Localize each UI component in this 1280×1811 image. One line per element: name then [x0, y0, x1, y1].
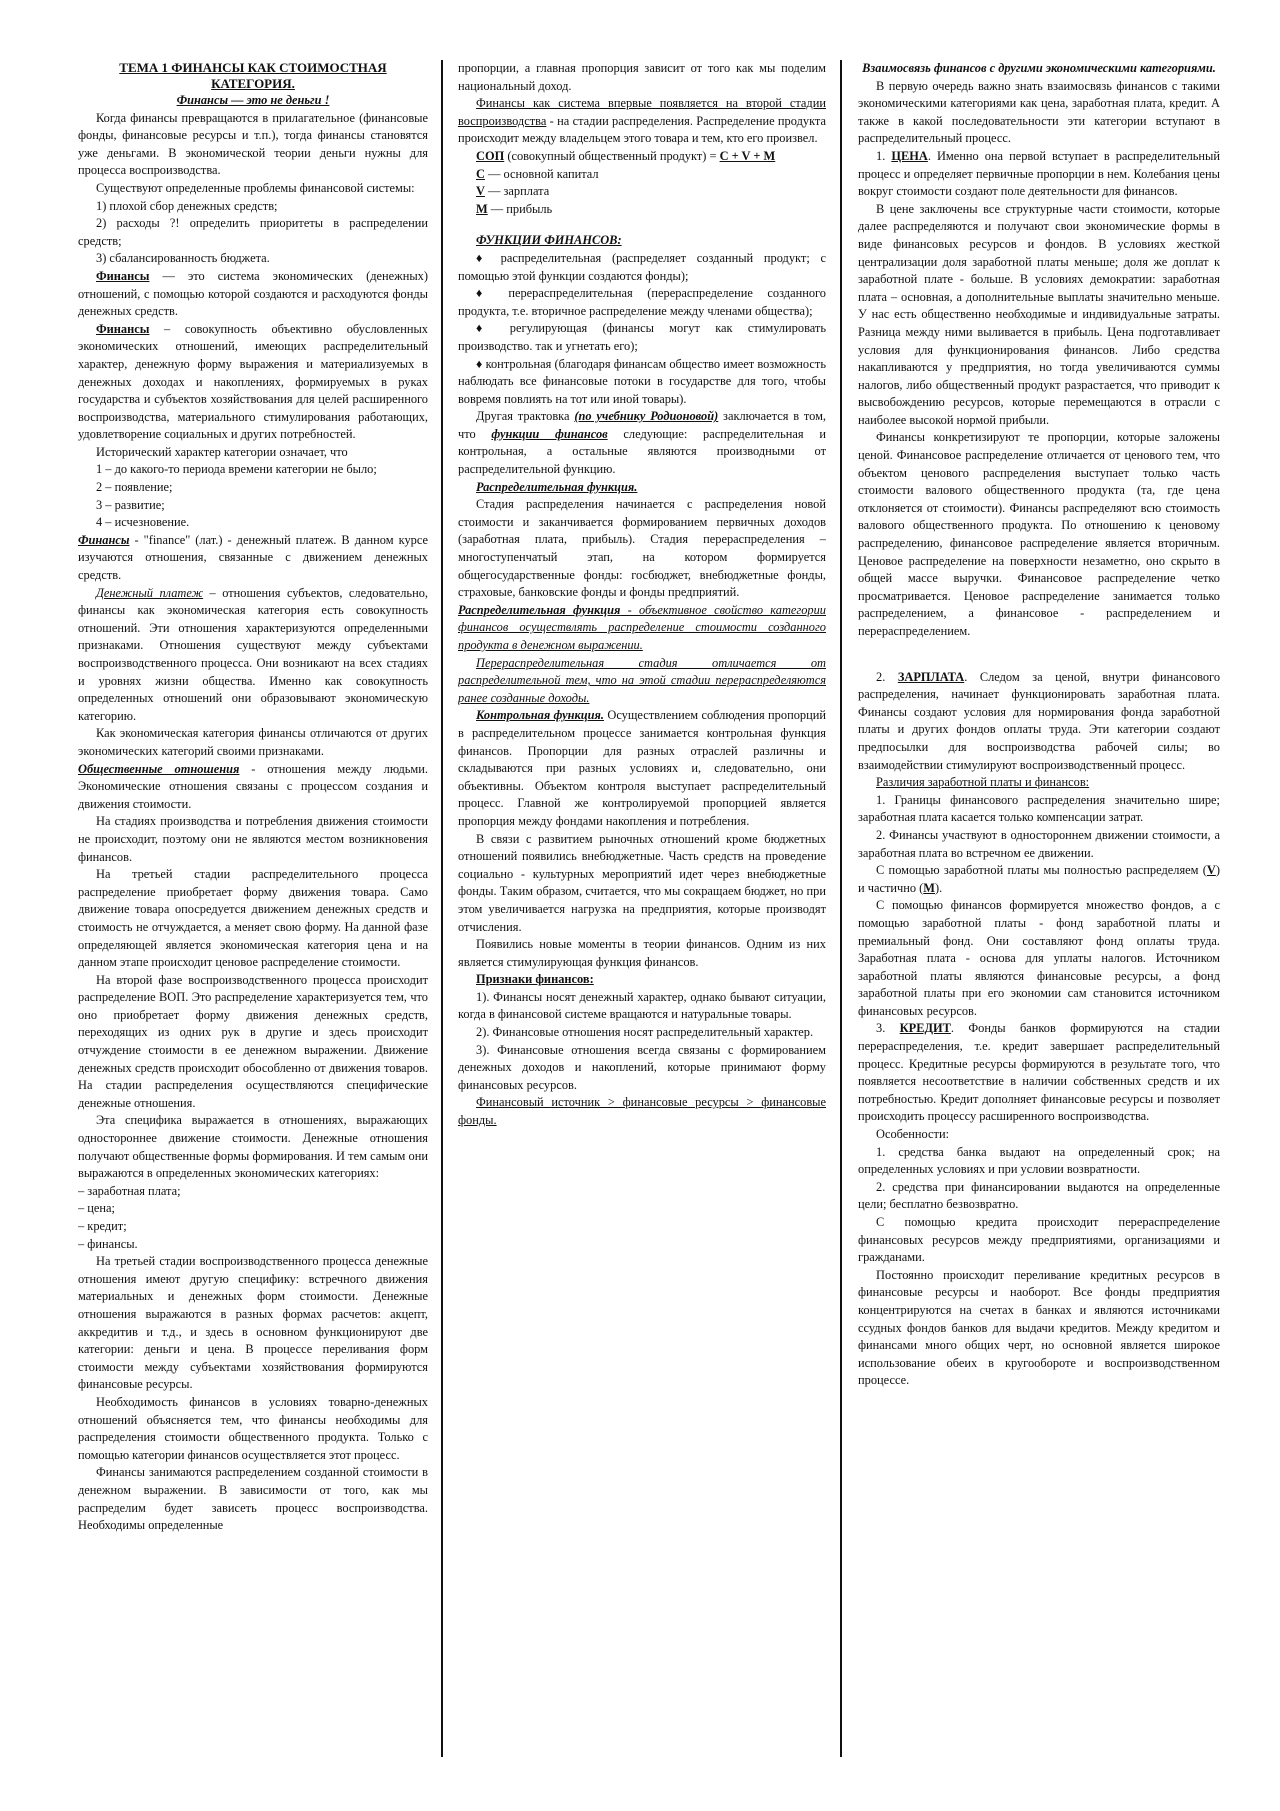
column-divider-1 — [441, 60, 443, 1757]
paragraph: В первую очередь важно знать взаимосвязь финансов с такими экономическими категориями как цена, заработная плата, кредит. А также в какой последовательности эти категории вступают в распределительный процесс. — [858, 78, 1220, 146]
list-item: 4 – исчезновение. — [96, 515, 190, 530]
term: Финансы — [96, 321, 150, 336]
section-heading: Распределительная функция. — [476, 479, 638, 494]
column-3 — [858, 60, 1220, 1755]
paragraph: Как экономическая категория финансы отличаются от других экономических категорий своими признаками. — [78, 726, 428, 758]
paragraph: Финансы конкретизируют те пропорции, которые заложены ценой. Финансовое распределение отличается от ценового тем, что объектом ценового распределения выступает только часть стоимости валового общественного продукта (та, где цена отклоняется от стоимости). Финансы распределяют всю стоимость валового общественного продукта. По отношению к ценовому распределению, финансовое распределение является вторичным. Ценовое распределение на поверхности незаметно, оно скрыто в общей массе выручки. Финансовое распределение четко просматривается. Ценовое распределение занимается только распределением, а финансовое - распределением и перераспределением. — [858, 430, 1220, 638]
paragraph: Финансы занимаются распределением созданной стоимости в денежном выражении. В зависимости от того, как мы распределим будет зависеть процесс воспроизводства. Необходимы определенные — [78, 1465, 428, 1533]
list-item: 2) расходы ?! определить приоритеты в распределении средств; — [78, 216, 428, 248]
paragraph: На третьей стадии распределительного процесса распределение приобретает форму движения товара. Само движение товара опосредуется движением денежных средств и стоимость не отчуждается, а меняет свою форму. На данной фазе определяющей является экономическая категория цена и на данном этапе происходит ценовое распределение стоимости. — [78, 867, 428, 970]
list-item: 1. Границы финансового распределения значительно шире; заработная плата касается только компенсации затрат. — [858, 792, 1220, 825]
section-heading: Признаки финансов: — [476, 972, 594, 987]
term: Денежный платеж — [96, 585, 204, 600]
subtitle: Финансы — это не деньги ! — [176, 93, 330, 107]
category-heading: 3. КРЕДИТ. Фонды банков формируются на стадии перераспределения, т.е. кредит завершает распределительный процесс. Кредитные ресурсы формируются в результате того, что появляется несоответствие в наличии собственных средств и их потребностью. Кредит дополняет финансовые ресурсы и позволяет происходить процессу расширенного воспроизводства. — [858, 1021, 1220, 1124]
paragraph: С помощью кредита происходит перераспределение финансовых ресурсов между предприятиями, организациями и гражданами. — [858, 1215, 1220, 1265]
paragraph: Особенности: — [876, 1127, 950, 1142]
list-item: 2. средства при финансировании выдаются на определенные цели; бесплатно безвозвратно. — [858, 1179, 1220, 1212]
list-item: – кредит; — [78, 1219, 127, 1233]
page-title: ТЕМА 1 ФИНАНСЫ КАК СТОИМОСТНАЯ КАТЕГОРИЯ. — [119, 60, 387, 91]
list-item: 3). Финансовые отношения всегда связаны с формированием денежных доходов и накоплений, которые принимают форму финансовых ресурсов. — [458, 1042, 826, 1092]
list-item: – финансы. — [78, 1236, 138, 1251]
sop-formula: СОП (совокупный общественный продукт) = C + V + M — [476, 148, 776, 163]
list-item: 1) плохой сбор денежных средств; — [96, 198, 278, 213]
definition: Финансы - "finance" (лат.) - денежный платеж. В данном курсе изучаются отношения, связанные с движением денежных средств. — [78, 532, 428, 583]
list-item: 1. средства банка выдают на определенный срок; на определенных условиях и при условии возвратности. — [858, 1144, 1220, 1177]
list-item: – заработная плата; — [78, 1183, 181, 1198]
paragraph: На стадиях производства и потребления движения стоимости не происходит, поэтому они не являются местом возникновения финансов. — [78, 814, 428, 864]
term: Финансы — [96, 268, 150, 283]
paragraph: Когда финансы превращаются в прилагательное (финансовые фонды, финансовые ресурсы и т.п.), тогда финансы становятся уже деньгами. В экономической теории деньги нужны для процесса воспроизводства. — [78, 110, 428, 178]
definition: Распределительная функция - объективное свойство категории финансов осуществлять распределение стоимости созданного продукта в денежном выражении. — [458, 602, 826, 652]
category-heading: 2. ЗАРПЛАТА. Следом за ценой, внутри финансового распределения, начинает функционировать заработная плата. Финансы создают условия для нормирования фонда заработной платы и других фондов оплаты труда. Эти категории создают предпосылки для воспроизводства рабочей силы; во взаимодействии стимулируют воспроизводственный процесс. — [858, 669, 1220, 772]
paragraph: Стадия распределения начинается с распределения новой стоимости и заканчивается формированием первичных доходов (заработная плата, прибыль). Стадия перераспределения – многоступенчатый этап, на котором формируется общегосударственные фонды: госбюджет, внебюджетные фонды, страховые, банковские фонды и фонды предприятий. — [458, 497, 826, 600]
category-heading: 1. ЦЕНА. Именно она первой вступает в распределительный процесс и определяет первичные пропорции в нем. Колебания цены вокруг стоимости создают поле деятельности для финансов. — [858, 148, 1220, 199]
column-1 — [78, 60, 428, 1755]
paragraph: Необходимость финансов в условиях товарно-денежных отношений объясняется тем, что финансы необходимы для распределения стоимости общественного продукта. Только с помощью категории финансов осуществляется этот процесс. — [78, 1394, 428, 1462]
definition: Контрольная функция. Осуществлением соблюдения пропорций в распределительном процессе занимается контрольная функция финансов. Пропорции для разных отраслей различны и складываются при разных условиях и, следовательно, они объективны. Объектом контроля выступает распределительный процесс. Главной же контролируемой пропорцией является пропорция между фондами накопления и потребления. — [458, 708, 826, 828]
term: Финансы — [78, 532, 130, 547]
paragraph: Перераспределительная стадия отличается от распределительной тем, что на этой стадии перераспределяются ранее созданные доходы. — [458, 655, 826, 705]
definition: Денежный платеж – отношения субъектов, следовательно, финансы как экономическая категория есть совокупность отношений. Эти отношения характеризуются определенными признаками. Отношения существуют между субъектами воспроизводственного процесса. Они возникают на всех стадиях и уровнях жизни общества. Именно как совокупность определенных отношений они образовывают экономическую категорию. — [78, 585, 428, 723]
paragraph: Постоянно происходит переливание кредитных ресурсов в финансовые ресурсы и наоборот. Все фонды предприятия концентрируются на счетах в банках и являются источниками ссудных фондов банков для выдачи кредитов. Между кредитом и финансами много общих черт, но основной является широкое использование обеих в кругообороте и воспроизводственном процессе. — [858, 1267, 1220, 1388]
paragraph: пропорции, а главная пропорция зависит от того как мы поделим национальный доход. — [458, 61, 826, 93]
list-item: 3 – развитие; — [96, 497, 165, 512]
paragraph: С помощью финансов формируется множество фондов, а с помощью заработной платы - фонд заработной платы и премиальный фонд. Они составляют фонд оплаты труда. Заработная плата - основа для уплаты налогов. Источником заработной платы являются финансовые ресурсы, а фонд заработной платы при его экономии сам становится источником финансовых ресурсов. — [858, 898, 1220, 1018]
formula-item: V — зарплата — [476, 184, 550, 199]
list-item: ♦ регулирующая (финансы могут как стимулировать производство. так и угнетать его); — [458, 321, 826, 353]
paragraph: Появились новые моменты в теории финансов. Одним из них является стимулирующая функция финансов. — [458, 937, 826, 969]
list-item: ♦ распределительная (распределяет созданный продукт; с помощью этой функции создаются фонды); — [458, 250, 826, 283]
list-item: ♦ перераспределительная (перераспределение созданного продукта, т.е. вторичное распределение между членами общества); — [458, 286, 826, 318]
paragraph: Финансовый источник > финансовые ресурсы > финансовые фонды. — [458, 1095, 826, 1128]
paragraph: Исторический характер категории означает, что — [96, 444, 348, 459]
paragraph: На второй фазе воспроизводственного процесса происходит распределение ВОП. Это распределение характеризуется тем, что оно приобретает форму движения денежных средств, переходящих из одних рук в другие и здесь происходит отчуждение стоимости в ее денежном выражении. Движение денежных средств происходит обособленно от движения товаров. На стадии распределения осуществляются специфические денежные отношения. — [78, 972, 428, 1110]
list-item: 2 – появление; — [96, 480, 173, 495]
formula-item: M — прибыль — [476, 201, 553, 216]
list-item: 2. Финансы участвуют в одностороннем движении стоимости, а заработная плата во встречном ее движении. — [858, 827, 1220, 860]
formula-item: C — основной капитал — [476, 166, 599, 181]
list-item: – цена; — [78, 1201, 115, 1216]
list-item: 2). Финансовые отношения носят распределительный характер. — [476, 1025, 814, 1040]
list-item: 1 – до какого-то периода времени категории не было; — [96, 462, 377, 477]
column-divider-2 — [840, 60, 842, 1757]
column-2 — [458, 60, 826, 1755]
list-item: ♦ контрольная (благодаря финансам общество имеет возможность наблюдать все финансовые потоки в государстве для того, чтобы вовремя повлиять на тот или иной товары). — [458, 356, 826, 406]
paragraph: Существуют определенные проблемы финансовой системы: — [96, 180, 415, 195]
section-heading: ФУНКЦИИ ФИНАНСОВ: — [476, 233, 622, 248]
paragraph: Эта специфика выражается в отношениях, выражающих одностороннее движение стоимости. Денежные отношения получают общественные формы формирования. И тем самым они выражаются в определенных экономических категориях: — [78, 1113, 428, 1181]
paragraph: Финансы как система впервые появляется на второй стадии воспроизводства - на стадии распределения. Распределение продукта происходит между владельцем этого товара и тем, кто его произвел. — [458, 96, 826, 146]
definition: Общественные отношения - отношения между людьми. Экономические отношения связаны с процессом создания и движения стоимости. — [78, 761, 428, 811]
definition: Финансы — это система экономических (денежных) отношений, с помощью которой создаются и расходуются фонды денежных средств. — [78, 268, 428, 319]
section-title: Взаимосвязь финансов с другими экономическими категориями. — [862, 61, 1216, 75]
paragraph: В связи с развитием рыночных отношений кроме бюджетных отношений появились внебюджетные. Часть средств на проведение социально - культурных мероприятий идет через внебюджетные фонды. Таким образом, считается, что мы сокращаем бюджет, но при этом увеличивается нагрузка на предприятия, которые производят отчисления. — [458, 831, 826, 934]
paragraph: На третьей стадии воспроизводственного процесса денежные отношения имеют другую специфику: встречного движения материальных и денежных форм стоимости. Денежные отношения выражаются в разных формах расчетов: акцепт, аккредитив и т.д., и здесь в основном функционируют две категории: деньги и цена. В процессе переливания форм стоимости между субъектами хозяйствования формируются финансовые ресурсы. — [78, 1254, 428, 1392]
definition: Финансы – совокупность объективно обусловленных экономических отношений, имеющих распределительный характер, денежную форму выражения и материализуемых в денежных доходах и накоплениях, формируемых в руках государства и субъектов хозяйствования для целей расширенного воспроизводства, материального стимулирования работающих, удовлетворение социальных и других потребностей. — [78, 321, 428, 442]
paragraph: В цене заключены все структурные части стоимости, которые далее распределяются и получают свои экономические формы в виде финансовых ресурсов и фондов. В условиях жесткой централизации доля заработной платы меньше; доля же доплат к заработной плате - больше. В условиях демократии: заработная плата – основная, а дополнительные выплаты значительно меньше. У нас есть общественно необходимые и индивидуальные затраты. Разница между ними выливается в прибыль. Цена подготавливает условия для функционирования финансов. Либо средства накапливаются у предприятия, но тогда увеличиваются суммы налогов, либо общественный продукт разрастается, что приводит к высвобождению ресурсов, которые перемещаются в отрасли с наиболее высокой нормой прибыли. — [858, 201, 1220, 427]
paragraph: С помощью заработной платы мы полностью распределяем (V) и частично (M). — [858, 863, 1220, 895]
term: Общественные отношения — [78, 761, 240, 776]
list-item: 3) сбалансированность бюджета. — [96, 251, 270, 266]
section-heading: Различия заработной платы и финансов: — [876, 775, 1090, 790]
list-item: 1). Финансы носят денежный характер, однако бывают ситуации, когда в финансовой системе вращаются и натуральные товары. — [458, 989, 826, 1022]
paragraph: Другая трактовка (по учебнику Родионовой) заключается в том, что функции финансов следующие: распределительная и контрольная, а остальные являются производными от распределительной функцию. — [458, 409, 826, 477]
